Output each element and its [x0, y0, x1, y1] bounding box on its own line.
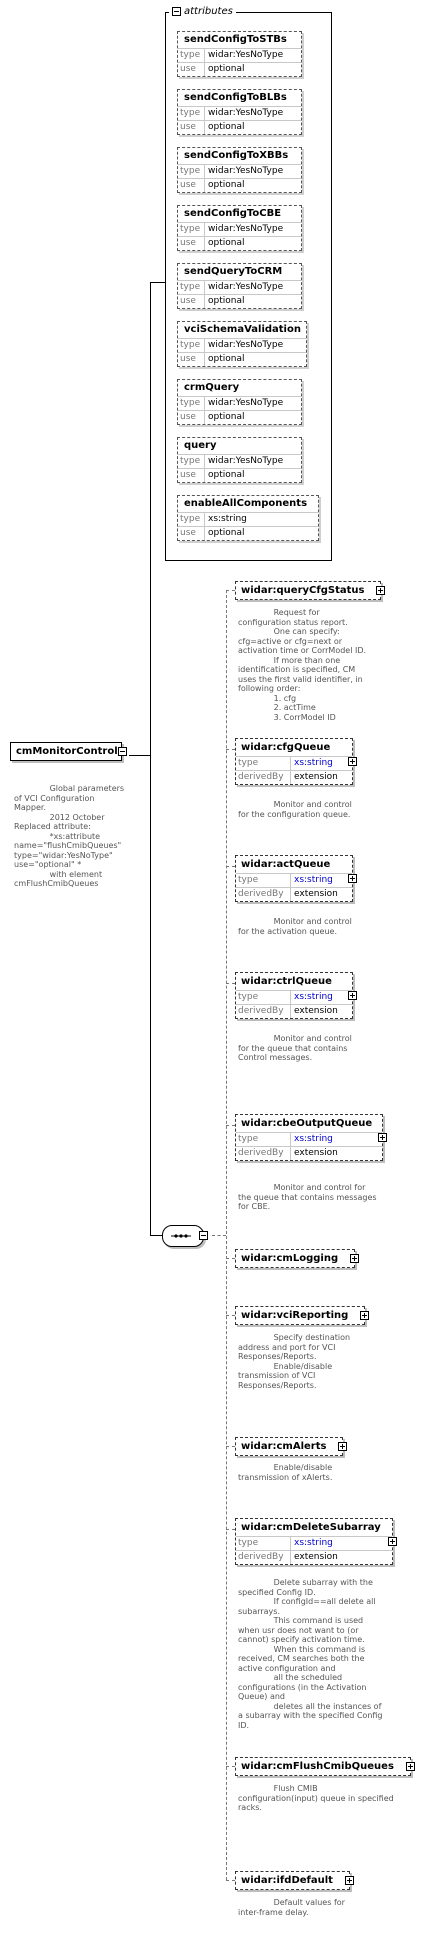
attribute-box[interactable] — [177, 263, 302, 309]
expand-icon[interactable] — [348, 874, 357, 883]
child-element[interactable] — [235, 1249, 355, 1268]
child-element[interactable] — [235, 1114, 383, 1161]
child-element[interactable] — [235, 1871, 350, 1890]
type-value: widar:YesNoType — [208, 224, 284, 234]
type-key: type — [178, 107, 205, 120]
use-value: optional — [208, 528, 245, 538]
element-documentation: Monitor and control for the configuration queue. — [238, 800, 352, 819]
type-key: type — [236, 991, 291, 1004]
element-name: widar:vciReporting — [241, 1310, 349, 1321]
child-connector — [226, 590, 235, 591]
child-connector — [226, 1529, 235, 1530]
element-documentation: Monitor and control for the queue that contains messages for CBE. — [238, 1183, 377, 1211]
expand-icon[interactable] — [378, 1133, 387, 1142]
element-name: widar:cmDeleteSubarray — [241, 1522, 381, 1533]
type-key: type — [178, 455, 205, 468]
type-value: xs:string — [294, 992, 333, 1002]
expand-icon[interactable] — [406, 1762, 415, 1771]
use-key: use — [178, 295, 205, 308]
attributes-title-label: attributes — [184, 6, 233, 17]
element-documentation: Flush CMIB configuration(input) queue in specified racks. — [238, 1784, 394, 1812]
type-key: type — [178, 281, 205, 294]
element-name: widar:cmFlushCmibQueues — [241, 1761, 394, 1772]
type-value: widar:YesNoType — [208, 50, 284, 60]
attribute-name: query — [184, 440, 217, 451]
derived-key: derivedBy — [236, 771, 291, 784]
child-element[interactable] — [235, 1306, 365, 1325]
attribute-name: sendQueryToCRM — [184, 266, 283, 277]
attribute-box[interactable] — [177, 89, 302, 135]
derived-value: extension — [294, 1006, 338, 1016]
element-documentation: Delete subarray with the specified Config ID. If configId==all delete all subarrays. This command is used when usr does not want to (or cannot) specify activation time. When this command is received, CM searches both the active configuration and all the scheduled configurations (in the Activation Queue) and deletes all the instances of a subarray with the specified Config ID. — [238, 1578, 383, 1730]
child-connector — [226, 1315, 235, 1316]
child-connector — [226, 1258, 235, 1259]
element-name: widar:actQueue — [241, 859, 331, 870]
element-documentation: Monitor and control for the queue that contains Control messages. — [238, 1034, 352, 1062]
child-element[interactable] — [235, 1757, 411, 1776]
sequence-icon — [163, 1226, 203, 1246]
element-name: widar:ctrlQueue — [241, 976, 332, 987]
use-value: optional — [208, 64, 245, 74]
expand-icon[interactable] — [360, 1311, 369, 1320]
derived-value: extension — [294, 889, 338, 899]
attribute-box[interactable] — [177, 321, 307, 367]
collapse-icon[interactable] — [118, 747, 127, 756]
derived-key: derivedBy — [236, 1551, 291, 1564]
attribute-box[interactable] — [177, 495, 319, 541]
type-value: xs:string — [208, 514, 247, 524]
expand-icon[interactable] — [345, 1876, 354, 1885]
use-value: optional — [208, 180, 245, 190]
sequence-compositor[interactable] — [162, 1225, 204, 1247]
child-element[interactable] — [235, 738, 353, 785]
child-element[interactable] — [235, 855, 353, 902]
attribute-box[interactable] — [177, 147, 302, 193]
type-key: type — [236, 874, 291, 887]
use-key: use — [178, 527, 205, 540]
element-documentation: Specify destination address and port for VCI Responses/Reports. Enable/disable transmission of VCI Responses/Reports. — [238, 1333, 351, 1390]
element-name: widar:cfgQueue — [241, 742, 331, 753]
child-element[interactable] — [235, 581, 381, 600]
root-documentation: Global parameters of VCI Configuration Mapper. 2012 October Replaced attribute: *xs:attribute name="flushCmibQueues" type="widar:YesNoType" use="optional" * with element cmFlushCmibQueues — [14, 784, 125, 888]
expand-icon[interactable] — [376, 586, 385, 595]
element-name: widar:ifdDefault — [241, 1875, 333, 1886]
use-value: optional — [208, 354, 245, 364]
derived-value: extension — [294, 1552, 338, 1562]
type-value: widar:YesNoType — [208, 456, 284, 466]
type-key: type — [178, 165, 205, 178]
use-key: use — [178, 469, 205, 482]
expand-icon[interactable] — [388, 1537, 397, 1546]
attribute-box[interactable] — [177, 379, 302, 425]
attribute-name: sendConfigToCBE — [184, 208, 282, 219]
child-element[interactable] — [235, 972, 353, 1019]
use-value: optional — [208, 122, 245, 132]
use-key: use — [178, 353, 205, 366]
type-key: type — [178, 339, 205, 352]
use-value: optional — [208, 296, 245, 306]
attribute-name: crmQuery — [184, 382, 240, 393]
use-value: optional — [208, 470, 245, 480]
expand-icon[interactable] — [348, 991, 357, 1000]
derived-value: extension — [294, 772, 338, 782]
sequence-out-line — [212, 1235, 226, 1236]
child-connector — [226, 1125, 235, 1126]
type-value: xs:string — [294, 1538, 333, 1548]
attribute-box[interactable] — [177, 31, 302, 77]
type-value: widar:YesNoType — [208, 398, 284, 408]
use-value: optional — [208, 412, 245, 422]
type-value: xs:string — [294, 1134, 333, 1144]
element-documentation: Default values for inter-frame delay. — [238, 1898, 345, 1917]
child-connector — [226, 1880, 235, 1881]
attribute-name: enableAllComponents — [184, 498, 308, 509]
type-key: type — [178, 49, 205, 62]
type-value: widar:YesNoType — [208, 340, 284, 350]
collapse-icon[interactable] — [172, 7, 181, 16]
expand-icon[interactable] — [350, 1254, 359, 1263]
child-element[interactable] — [235, 1518, 393, 1565]
use-key: use — [178, 179, 205, 192]
attribute-name: vciSchemaValidation — [184, 324, 301, 335]
derived-key: derivedBy — [236, 1005, 291, 1018]
child-connector — [226, 749, 235, 750]
expand-icon[interactable] — [338, 1442, 347, 1451]
element-name: widar:cmAlerts — [241, 1441, 327, 1452]
attribute-box[interactable] — [177, 437, 302, 483]
use-key: use — [178, 237, 205, 250]
child-element[interactable] — [235, 1437, 343, 1456]
type-key: type — [178, 397, 205, 410]
expand-icon[interactable] — [348, 757, 357, 766]
type-key: type — [178, 513, 205, 526]
type-value: widar:YesNoType — [208, 282, 284, 292]
type-value: widar:YesNoType — [208, 108, 284, 118]
trunk-line — [150, 282, 151, 1236]
attribute-name: sendConfigToBLBs — [184, 92, 287, 103]
type-value: xs:string — [294, 758, 333, 768]
element-documentation: Request for configuration status report. One can specify: cfg=active or cfg=next or activation time or CorrModel ID. If more than one identification is specified, CM uses the first valid identifier, in following order: 1. cfg 2. actTime 3. CorrModel ID — [238, 608, 367, 722]
use-value: optional — [208, 238, 245, 248]
derived-key: derivedBy — [236, 1147, 291, 1160]
derived-value: extension — [294, 1148, 338, 1158]
element-name: widar:queryCfgStatus — [241, 585, 365, 596]
child-connector — [226, 983, 235, 984]
attribute-name: sendConfigToSTBs — [184, 34, 287, 45]
child-connector — [226, 866, 235, 867]
root-element[interactable] — [10, 742, 122, 761]
type-key: type — [178, 223, 205, 236]
use-key: use — [178, 121, 205, 134]
type-key: type — [236, 1133, 291, 1146]
element-documentation: Enable/disable transmission of xAlerts. — [238, 1463, 333, 1482]
sequence-connector — [150, 1235, 162, 1236]
type-value: widar:YesNoType — [208, 166, 284, 176]
child-connector — [226, 1766, 235, 1767]
attribute-box[interactable] — [177, 205, 302, 251]
element-name: widar:cmLogging — [241, 1253, 339, 1264]
derived-key: derivedBy — [236, 888, 291, 901]
attribute-name: sendConfigToXBBs — [184, 150, 289, 161]
element-name: widar:cbeOutputQueue — [241, 1118, 373, 1129]
type-value: xs:string — [294, 875, 333, 885]
attributes-connector — [150, 282, 165, 283]
children-spine — [226, 590, 227, 1880]
root-element-name: cmMonitorControl — [16, 746, 118, 757]
root-connector — [129, 755, 150, 756]
child-connector — [226, 1446, 235, 1447]
attributes-group-title — [169, 6, 236, 17]
type-key: type — [236, 757, 291, 770]
element-documentation: Monitor and control for the activation queue. — [238, 917, 352, 936]
type-key: type — [236, 1537, 291, 1550]
use-key: use — [178, 411, 205, 424]
collapse-icon[interactable] — [199, 1231, 208, 1240]
use-key: use — [178, 63, 205, 76]
